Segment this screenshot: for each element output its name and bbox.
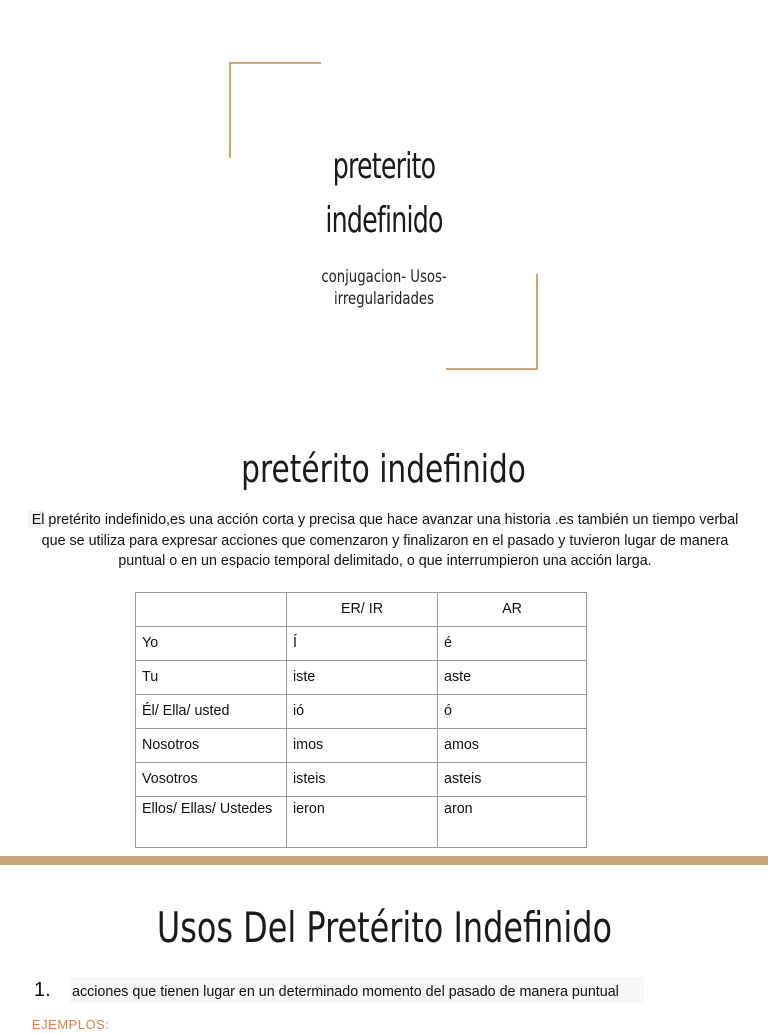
list-item: acciones que tienen lugar en un determinado momento del pasado de manera puntual bbox=[72, 984, 619, 1000]
table-cell: Í bbox=[287, 627, 438, 661]
table-cell: isteis bbox=[287, 763, 438, 797]
table-cell: imos bbox=[287, 729, 438, 763]
table-cell: Yo bbox=[136, 627, 287, 661]
slide-title bbox=[0, 140, 768, 248]
table-cell: Nosotros bbox=[136, 729, 287, 763]
slide-subtitle bbox=[0, 266, 768, 310]
table-header-cell: AR bbox=[438, 593, 587, 627]
table-row bbox=[136, 661, 587, 695]
table-cell: ió bbox=[287, 695, 438, 729]
table-header-row bbox=[136, 593, 587, 627]
slide-subtitle-line-1: conjugacion- Usos- bbox=[321, 267, 447, 287]
uses-slide bbox=[0, 865, 768, 1032]
frame-corner-bottom-right bbox=[446, 368, 538, 370]
conjugation-table bbox=[135, 592, 587, 848]
list-number: 1. bbox=[34, 979, 51, 1001]
table-row bbox=[136, 695, 587, 729]
table-row bbox=[136, 797, 587, 848]
slide-divider bbox=[0, 856, 768, 865]
table-cell: iste bbox=[287, 661, 438, 695]
table-cell: aste bbox=[438, 661, 587, 695]
table-cell: ó bbox=[438, 695, 587, 729]
table-cell: Tu bbox=[136, 661, 287, 695]
table-cell: asteis bbox=[438, 763, 587, 797]
table-cell: ieron bbox=[287, 797, 438, 848]
slide-subtitle-line-2: irregularidades bbox=[333, 289, 435, 309]
frame-corner-top-left bbox=[229, 62, 321, 64]
section-title bbox=[0, 444, 768, 494]
table-cell: Vosotros bbox=[136, 763, 287, 797]
section-title-text: pretérito indefinido bbox=[241, 447, 527, 491]
section-title bbox=[0, 901, 768, 955]
table-header-cell: ER/ IR bbox=[287, 593, 438, 627]
table-cell: é bbox=[438, 627, 587, 661]
slide-title-line-1: preterito bbox=[332, 146, 436, 187]
definition-slide bbox=[0, 420, 768, 856]
slide-title-line-2: indefinido bbox=[325, 200, 443, 241]
table-cell: Él/ Ella/ usted bbox=[136, 695, 287, 729]
table-cell: aron bbox=[438, 797, 587, 848]
table-row bbox=[136, 627, 587, 661]
title-slide bbox=[0, 0, 768, 420]
table-row bbox=[136, 729, 587, 763]
table-row bbox=[136, 763, 587, 797]
table-cell: Ellos/ Ellas/ Ustedes bbox=[136, 797, 287, 848]
table-header-cell bbox=[136, 593, 287, 627]
section-title-text: Usos Del Pretérito Indefinido bbox=[156, 903, 612, 952]
examples-heading: EJEMPLOS: bbox=[32, 1017, 110, 1032]
definition-paragraph: El pretérito indefinido,es una acción corta y precisa que hace avanzar una historia .es también un tiempo verbal que se utiliza para expresar acciones que comenzaron y finalizaron en el pasado y tuvieron lugar de manera puntual o en un espacio temporal delimitado, o que interrumpieron una acción larga. bbox=[31, 512, 739, 569]
table-cell: amos bbox=[438, 729, 587, 763]
